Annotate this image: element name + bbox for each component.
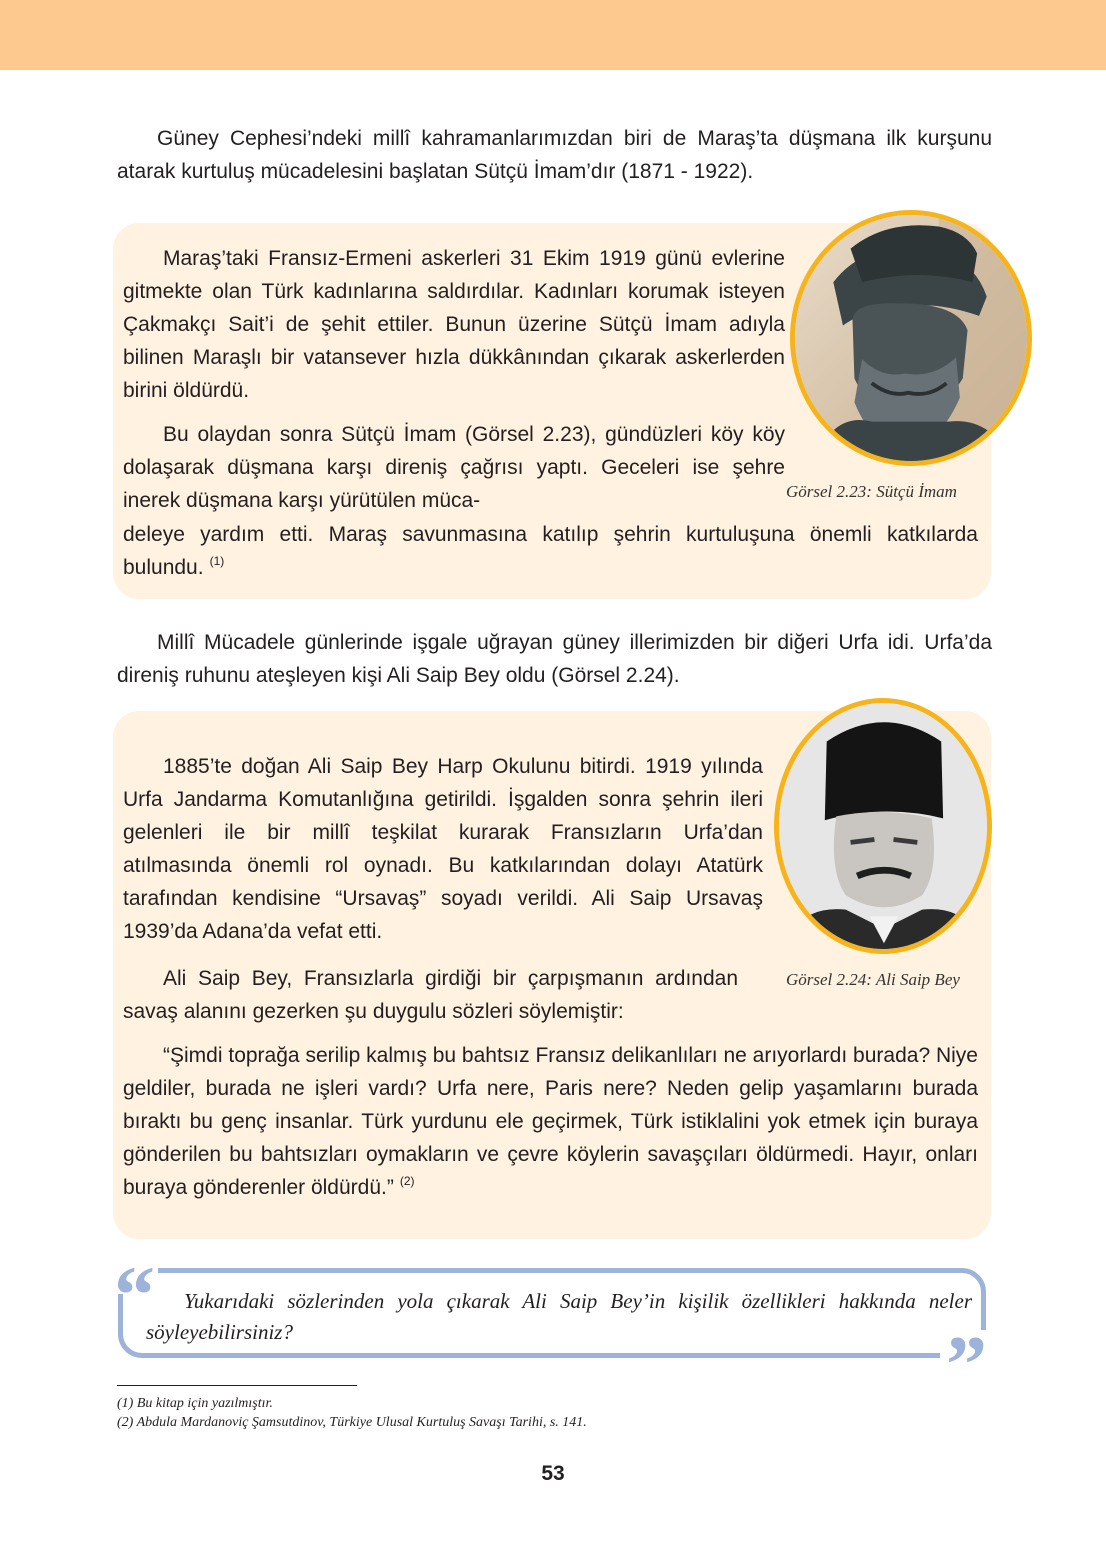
page-number: 53 bbox=[541, 1462, 565, 1485]
box1-paragraph-2-bottom bbox=[123, 518, 978, 584]
question-text: Yukarıdaki sözlerinden yola çıkarak Ali Saip Bey’in kişilik özellikleri hakkında neler söyleyebilirsiniz? bbox=[146, 1289, 972, 1344]
footnote-ref-1: (1) bbox=[209, 554, 225, 568]
box2-paragraph-2: Ali Saip Bey, Fransızlarla girdiği bir çarpışmanın ardından savaş alanını gezerken şu duygulu sözleri söylemiştir: bbox=[123, 967, 738, 1023]
ali-saip-bey-photo bbox=[774, 698, 992, 954]
caption-sutcu-imam: Görsel 2.23: Sütçü İmam bbox=[786, 482, 957, 501]
closing-quote-icon: ” bbox=[946, 1319, 987, 1410]
footnote-divider bbox=[117, 1385, 357, 1386]
footnote-ref-2: (2) bbox=[399, 1174, 415, 1188]
sutcu-imam-photo bbox=[790, 210, 1032, 466]
intro-paragraph-2: Millî Mücadele günlerinde işgale uğrayan güney illerimizden bir diğeri Urfa idi. Urfa’da direniş ruhunu ateşleyen kişi Ali Saip Bey oldu (Görsel 2.24). bbox=[117, 631, 992, 687]
caption-ali-saip-bey: Görsel 2.24: Ali Saip Bey bbox=[786, 970, 960, 989]
box2-quote-text: “Şimdi toprağa serilip kalmış bu bahtsız Fransız delikanlıları ne arıyorlardı burada? Niye geldiler, burada ne işleri vardı? Urfa nere, Paris nere? Neden gelip yaşamlarını burada bıraktı bu genç insanlar. Türk yurdunu ele geçirmek, Türk istiklalini yok etmek için buraya gönderilen bu bahtsızları oymakların ve çevre köylerin savaşçıları öldürmedi. Hayır, onları buraya gönderenler öldürdü.” bbox=[123, 1044, 978, 1199]
box1-paragraph-2-bottom-text: deleye yardım etti. Maraş savunmasına katılıp şehrin kurtuluşuna önemli katkılarda bulundu. bbox=[123, 523, 978, 579]
box2-quote bbox=[123, 1039, 978, 1204]
ali-saip-bey-portrait-image bbox=[779, 703, 987, 949]
box1-paragraph-2-top: Bu olaydan sonra Sütçü İmam (Görsel 2.23), gündüzleri köy köy dolaşarak düşmana karşı direniş çağrısı yaptı. Geceleri ise şehre inerek düşmana karşı yürütülen müca- bbox=[123, 423, 785, 512]
box1-paragraph-1: Maraş’taki Fransız-Ermeni askerleri 31 Ekim 1919 günü evlerine gitmekte olan Türk kadınlarına saldırdılar. Kadınları korumak isteyen Çakmakçı Sait’i de şehit ettiler. Bunun üzerine Sütçü İmam adıyla bilinen Maraşlı bir vatansever hızla dükkânından çıkarak askerlerden birini öldürdü. bbox=[123, 247, 785, 402]
footnote-1: (1) Bu kitap için yazılmıştır. bbox=[117, 1396, 273, 1411]
box2-paragraph-1: 1885’te doğan Ali Saip Bey Harp Okulunu bitirdi. 1919 yılında Urfa Jandarma Komutanlığına getirildi. İşgalden sonra şehrin ileri gelenleri ile bir millî teşkilat kurarak Fransızların Urfa’dan atılmasında önemli rol oynadı. Bu katkılarından dolayı Atatürk tarafından kendisine “Ursavaş” soyadı verildi. Ali Saip Ursavaş 1939’da Adana’da vefat etti. bbox=[123, 755, 763, 943]
sutcu-imam-statue-image bbox=[795, 215, 1027, 461]
footnote-2: (2) Abdula Mardanoviç Şamsutdinov, Türkiye Ulusal Kurtuluş Savaşı Tarihi, s. 141. bbox=[117, 1415, 587, 1430]
opening-quote-icon: “ bbox=[114, 1249, 155, 1340]
top-color-band bbox=[0, 0, 1106, 70]
intro-paragraph-1: Güney Cephesi’ndeki millî kahramanlarımızdan biri de Maraş’ta düşmana ilk kurşunu atarak kurtuluş mücadelesini başlatan Sütçü İmam’dır (1871 - 1922). bbox=[117, 127, 992, 183]
